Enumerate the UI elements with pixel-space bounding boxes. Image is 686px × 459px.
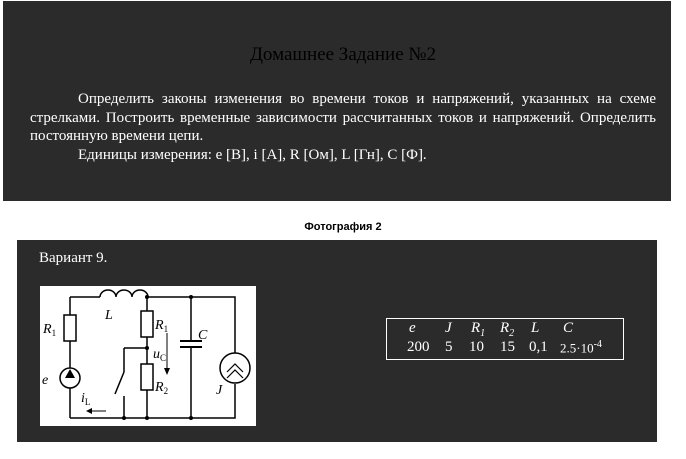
circuit-diagram [40,286,256,426]
resistor-r2 [141,364,153,390]
value-r1: 10 [469,339,484,355]
label-r2: $R_2$ [155,380,169,396]
label-capacitor: C [198,328,208,343]
variant-label: Вариант 9. [39,250,108,266]
value-c: $2.5\cdot 10^{-4}$ [560,339,602,356]
header-r2: $R_2$ [500,320,515,339]
homework-title: Домашнее Задание №2 [249,44,437,65]
value-l: 0,1 [529,339,548,355]
label-source-j: J [216,383,223,398]
variant-panel [17,240,657,442]
header-r1: $R_1$ [471,320,486,339]
label-r1-left: $R_1$ [43,322,57,338]
header-e: e [409,320,416,336]
value-r2: 15 [500,339,515,355]
label-inductor: L [105,308,113,323]
header-c: C [563,320,574,336]
label-source-e: e [42,373,49,388]
header-j: J [445,320,452,336]
parameters-table [386,318,624,360]
resistor-r1-left [64,315,76,341]
photo-caption: Фотография 2 [304,221,382,233]
label-r1-mid: $R_1$ [155,318,169,334]
inductor-symbol [100,290,148,297]
source-j-symbol [220,353,250,383]
header-l: L [531,320,540,336]
task-text: Определить законы изменения во времени токов и напряжений, указанных на схеме стрелками. Построить временные зависимости рассчитанных токов и напряжений. Определить постоянную времени цепи. [30,91,656,144]
homework-body [30,90,656,164]
switch-symbol [115,372,124,394]
value-e: 200 [407,339,430,355]
label-il: $i_L$ [81,391,91,407]
resistor-r1-mid [141,311,153,337]
units-text: Единицы измерения: e [В], i [А], R [Ом], L [Гн], C [Ф]. [78,146,427,163]
value-j: 5 [445,339,453,355]
label-uc: $u_C$ [153,347,167,363]
